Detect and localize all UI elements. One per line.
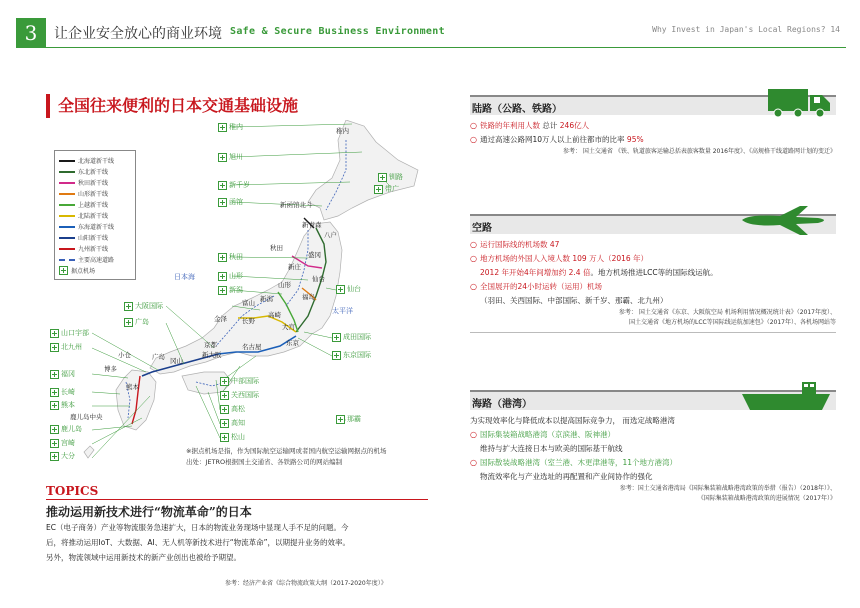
airport-icon [50,329,59,338]
sea-panel-title: 海路（港湾） [472,399,532,410]
city-label: 名古屋 [242,343,262,351]
city-label: 京都 [204,341,217,349]
city-label: 盛冈 [308,251,321,259]
airport-label: 钏路 [378,172,403,182]
airport-icon [50,439,59,448]
city-label: 熊本 [126,383,139,391]
city-label: 福岛 [302,293,315,301]
legend-item: 山阳新干线 [59,232,131,243]
airport-label: 高松 [220,404,245,414]
airport-icon [218,272,227,281]
sea-reference: 参考：国土交通省港湾局《国际集装箱战略港湾政策的举措（报告）（2018年）》、 《国际集装箱战略港湾政策的进展情况（2017年）》 [619,485,836,502]
airport-label: 旭川 [218,152,243,162]
city-label: 冈山 [170,357,183,365]
airport-label: 带广 [374,184,399,194]
airport-icon [336,415,345,424]
ship-icon [742,380,832,414]
airport-label: 中部国际 [220,376,259,386]
city-label: 新大阪 [202,351,222,359]
sea-panel [470,390,836,504]
sea-container-desc: 维持与扩大连接日本与欧美的国际基干航线 [480,444,623,453]
airport-label: 广岛 [124,317,149,327]
airport-icon [50,452,59,461]
airport-icon [124,302,133,311]
city-label: 东京 [286,339,299,347]
page-caption: Why Invest in Japan's Local Regions? 14 [652,25,840,34]
airport-label: 鹿儿岛 [50,424,82,434]
city-label: 鹿儿岛中央 [70,413,103,421]
sea-intro: 为实现效率化与降低成本以提高国际竞争力， 而选定战略港湾 [470,416,675,425]
airport-label: 仙台 [336,284,361,294]
sea-bulk-desc: 物流效率化与产业选址的再配置和产业间协作的强化 [480,472,653,481]
airport-label: 函馆 [218,197,243,207]
sea-panel-header [470,390,836,410]
land-stat-rail: ○ 铁路的年利用人数 总计 246亿人 [470,119,836,133]
airport-label: 那霸 [336,414,361,424]
topics-heading: TOPICS [46,484,428,500]
page-header [0,18,860,48]
airport-icon [50,425,59,434]
air-panel-title: 空路 [472,223,492,234]
airport-label: 北九州 [50,342,82,352]
sea-container-ports: ○ 国际集装箱战略港湾（京滨港、阪神港） [470,428,836,442]
map-note: ※据点机场是指，作为国际航空运输网或者国内航空运输网据点的机场 出处：JETRO根据国土交通省、各铁路公司的网站编制 [186,447,387,466]
airport-label: 熊本 [50,400,75,410]
topics-title: 推动运用新技术进行“物流革命”的日本 [46,505,252,519]
airport-label: 山形 [218,271,243,281]
airport-icon [332,351,341,360]
main-title: 全国往来便利的日本交通基础设施 [46,94,298,118]
land-panel [470,95,836,157]
legend-item: 秋田新干线 [59,177,131,188]
airport-label: 东京国际 [332,350,371,360]
city-label: 稚内 [336,127,349,135]
city-label: 山形 [278,281,291,289]
sea-label: 太平洋 [332,307,353,315]
airport-icon [218,123,227,132]
legend-item: 上越新干线 [59,199,131,210]
sea-bulk-ports: ○ 国际散装战略港湾（室兰港、木更津港等，11个地方港湾） [470,456,836,470]
legend-item: 主要高速道路 [59,254,131,265]
airport-icon [124,318,133,327]
airport-label: 秋田 [218,252,243,262]
city-label: 新函馆北斗 [280,201,313,209]
topics-body: EC（电子商务）产业等物流服务急速扩大，日本的物流业务现场中显现人手不足的问题。今 后，将推动运用IoT、大数据、AI、无人机等新技术进行“物流革命”，以期提升业务的效率。 另外，物流领域中运用新技术的新产业创出也被给予期望。 [46,523,350,562]
airport-icon [220,433,229,442]
air-panel-header [470,214,836,234]
legend-item: 东海道新干线 [59,221,131,232]
legend-item: 九州新干线 [59,243,131,254]
airport-icon [50,388,59,397]
legend-item: 北海道新干线 [59,155,131,166]
airport-label: 高知 [220,418,245,428]
section-subtitle: Safe & Secure Business Environment [230,26,445,37]
airport-icon [218,181,227,190]
topics-reference: 参考：经济产业省《综合物流政策大纲（2017-2020年度）》 [225,580,387,587]
legend-item: 山形新干线 [59,188,131,199]
city-label: 小仓 [118,351,131,359]
city-label: 金泽 [214,315,227,323]
city-label: 富山 [242,299,255,307]
air-reference: 参考： 国土交通省《东京、大阪航空局 机场利用情况概况统计表》（2017年度）、 国土交通省《地方机场的LCC等国际线运航加速包》（2017年）、各机场网站等 [618,309,836,326]
city-label: 广岛 [152,353,165,361]
truck-icon [768,87,832,119]
airport-icon [374,185,383,194]
city-label: 博多 [104,365,117,373]
airport-icon [220,391,229,400]
airport-icon [218,198,227,207]
airport-icon [336,285,345,294]
airport-label: 宫崎 [50,438,75,448]
airport-icon [220,377,229,386]
land-reference: 参考： 国土交通省 《铁、轨道旅客运输总括表旅客数量 2016年度》、《高规格干线道路网计划的变迁》 [563,148,836,155]
city-label: 长野 [242,317,255,325]
air-stat-intl-airports: ○ 运行国际线的机场数 47 [470,238,836,252]
airport-icon [378,173,387,182]
airport-label: 稚内 [218,122,243,132]
airport-label: 关西国际 [220,390,259,400]
airport-icon [218,286,227,295]
header-rule [16,47,846,48]
section-title: 让企业安全放心的商业环境 [54,26,222,42]
legend-item: 东北新干线 [59,166,131,177]
airport-icon [59,266,68,275]
legend-item: 北陆新干线 [59,210,131,221]
air-stat-24h: ○ 全国展开的24小时运转（运用）机场 [470,280,836,294]
map-legend [54,150,136,280]
air-stat-growth: 2012 年开始4年间增加约 2.4 倍。地方机场推进LCC等的国际线运航。 [480,268,718,277]
airport-label: 成田国际 [332,332,371,342]
city-label: 秋田 [270,244,283,252]
airport-label: 长崎 [50,387,75,397]
air-panel-rule [470,332,836,333]
airport-icon [220,419,229,428]
airport-label: 新潟 [218,285,243,295]
airport-label: 新千岁 [218,180,250,190]
airport-icon [50,401,59,410]
section-number: 3 [16,18,46,48]
airplane-icon [740,202,832,238]
airport-icon [50,343,59,352]
land-panel-title: 陆路（公路、铁路） [472,104,562,115]
airport-icon [50,370,59,379]
air-24h-list: （羽田、关西国际、中部国际、新千岁、那霸、北九州） [480,296,668,305]
airport-icon [218,253,227,262]
city-label: 新潟 [260,295,273,303]
airport-icon [332,333,341,342]
city-label: 仙台 [312,275,325,283]
airport-label: 山口宇部 [50,328,89,338]
airport-label: 大分 [50,451,75,461]
land-panel-header [470,95,836,115]
japan-transport-map [46,120,446,460]
air-panel [470,214,836,333]
airport-label: 松山 [220,432,245,442]
legend-item: 据点机场 [59,265,131,276]
city-label: 新青森 [302,221,322,229]
airport-label: 福冈 [50,369,75,379]
city-label: 新庄 [288,263,301,271]
airport-icon [218,153,227,162]
land-stat-expressway: ○ 通过高速公路网10万人以上前往都市的比率 95% [470,133,836,147]
airport-label: 大阪国际 [124,301,163,311]
airport-icon [220,405,229,414]
city-label: 八户 [324,231,337,239]
city-label: 大宫 [282,323,295,331]
city-label: 高崎 [268,311,281,319]
air-stat-visitors: ○ 地方机场的外国人入境人数 109 万人（2016 年） [470,252,836,266]
sea-label: 日本海 [174,273,195,281]
